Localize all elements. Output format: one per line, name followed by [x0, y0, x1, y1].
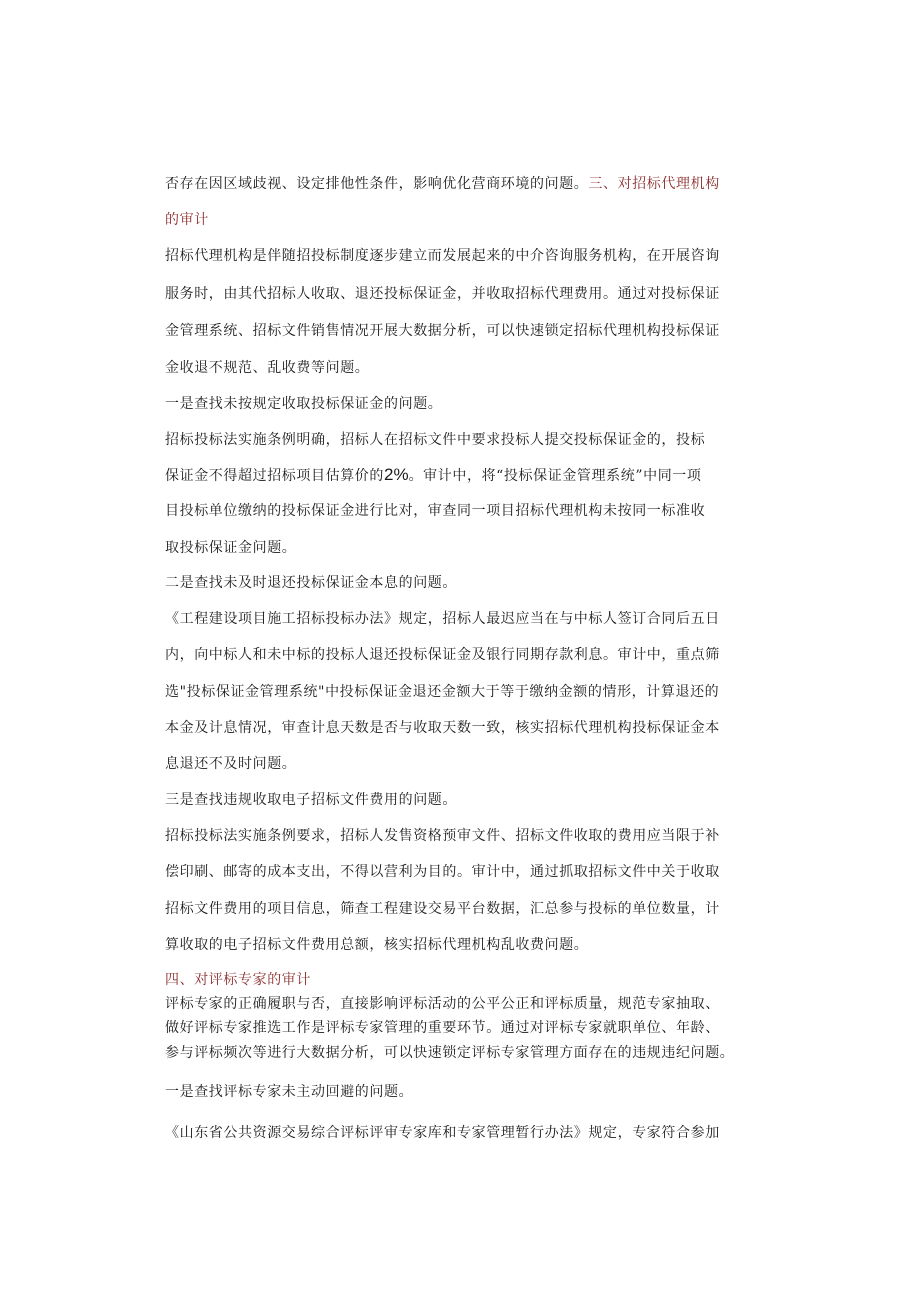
paragraph-line: 做好评标专家推选工作是评标专家管理的重要环节。通过对评标专家就职单位、年龄、: [165, 1020, 720, 1036]
paragraph-line: 《工程建设项目施工招标投标办法》规定，招标人最迟应当在与中标人签订合同后五日: [165, 611, 720, 627]
paragraph-line: 金收退不规范、乱收费等问题。: [165, 360, 370, 376]
section-heading: 四、对评标专家的审计: [165, 972, 311, 988]
paragraph-line: 内，向中标人和未中标的投标人退还投标保证金及银行同期存款利息。审计中，重点筛: [165, 647, 720, 663]
section-heading: 三、对招标代理机构: [588, 176, 720, 192]
subheading: 一是查找评标专家未主动回避的问题。: [165, 1084, 414, 1100]
paragraph-line: 金管理系统、招标文件销售情况开展大数据分析，可以快速锁定招标代理机构投标保证: [165, 323, 720, 339]
subheading: 一是查找未按规定收取投标保证金的问题。: [165, 396, 443, 412]
paragraph-line: 目投标单位缴纳的投标保证金进行比对，审查同一项目招标代理机构未按同一标准收: [165, 503, 706, 519]
paragraph-line: 息退还不及时问题。: [165, 756, 297, 772]
paragraph-line: 服务时，由其代招标人收取、退还投标保证金，并收取招标代理费用。通过对投标保证: [165, 286, 720, 302]
paragraph-line: 取投标保证金问题。: [165, 540, 297, 556]
paragraph-line: 保证金不得超过招标项目估算价的2%。审计中，将“投标保证金管理系统”中同一项: [165, 465, 702, 484]
paragraph-line: 选"投标保证金管理系统"中投标保证金退还金额大于等于缴纳金额的情形，计算退还的: [165, 684, 720, 700]
subheading: 二是查找未及时退还投标保证金本息的问题。: [165, 575, 457, 591]
paragraph-line: 招标投标法实施条例明确，招标人在招标文件中要求投标人提交投标保证金的，投标: [165, 432, 706, 448]
paragraph-line: 招标文件费用的项目信息，筛查工程建设交易平台数据，汇总参与投标的单位数量，计: [165, 901, 720, 917]
paragraph-line: 评标专家的正确履职与否，直接影响评标活动的公平公正和评标质量，规范专家抽取、: [165, 996, 720, 1012]
paragraph-line: 招标投标法实施条例要求，招标人发售资格预审文件、招标文件收取的费用应当限于补: [165, 828, 720, 844]
section-heading: 的审计: [165, 212, 209, 228]
paragraph-line: 本金及计息情况，审查计息天数是否与收取天数一致，核实招标代理机构投标保证金本: [165, 720, 720, 736]
paragraph-line: 算收取的电子招标文件费用总额，核实招标代理机构乱收费问题。: [165, 937, 589, 953]
paragraph-line: 招标代理机构是伴随招投标制度逐步建立而发展起来的中介咨询服务机构，在开展咨询: [165, 248, 720, 264]
text-line: 否存在因区域歧视、设定排他性条件，影响优化营商环境的问题。三、对招标代理机构: [165, 176, 720, 192]
subheading: 三是查找违规收取电子招标文件费用的问题。: [165, 792, 457, 808]
percentage-value: 2%: [384, 465, 409, 484]
paragraph-line: 《山东省公共资源交易综合评标评审专家库和专家管理暂行办法》规定，专家符合参加: [165, 1125, 720, 1141]
paragraph-line: 参与评标频次等进行大数据分析，可以快速锁定评标专家管理方面存在的违规违纪问题。: [165, 1045, 735, 1061]
paragraph-line: 偿印刷、邮寄的成本支出，不得以营利为目的。审计中，通过抓取招标文件中关于收取: [165, 864, 720, 880]
